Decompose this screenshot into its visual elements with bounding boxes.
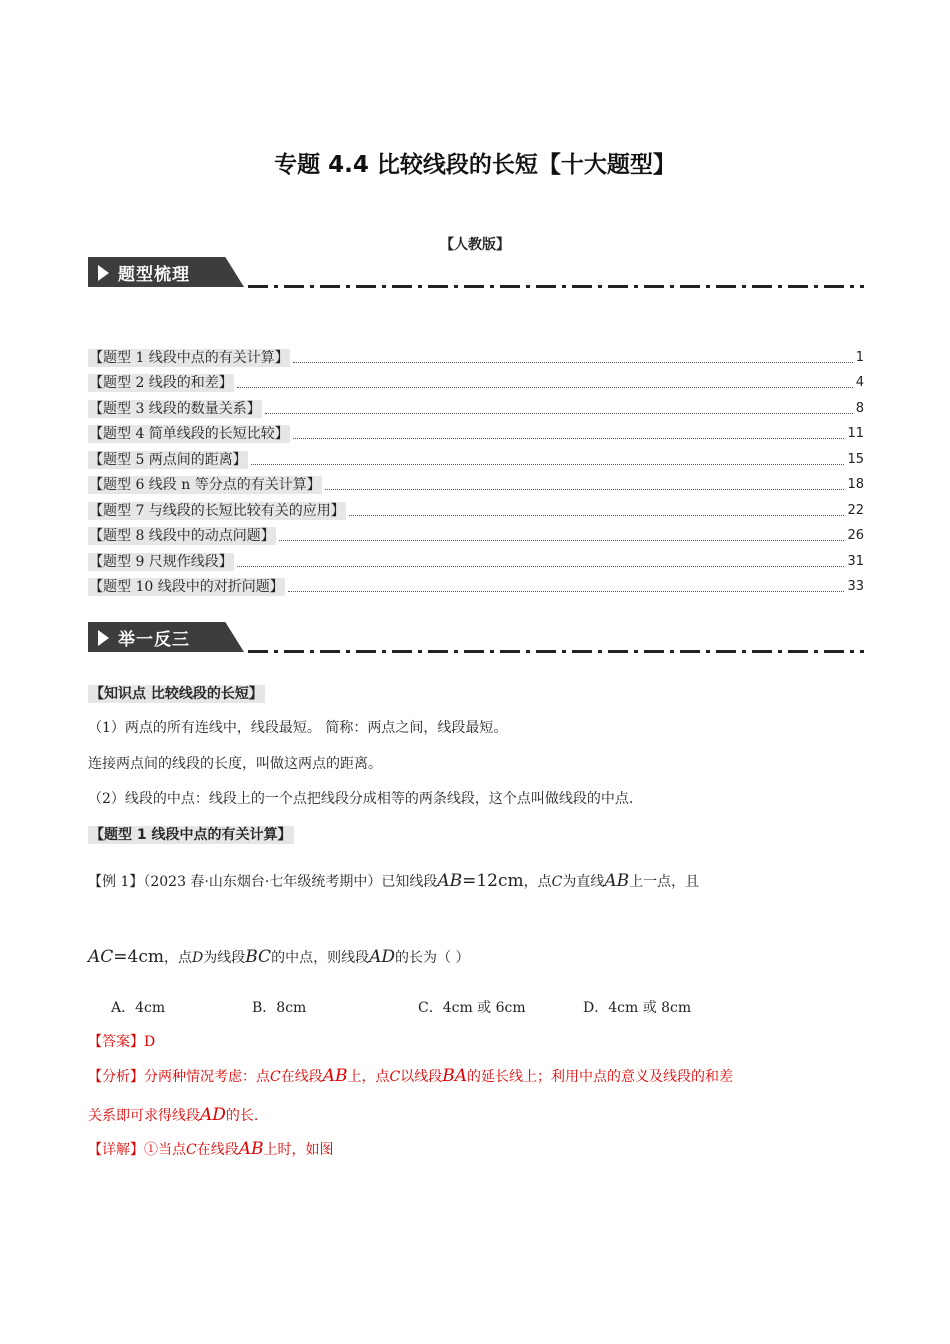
text: 上时，如图	[263, 1142, 334, 1158]
detail-line	[88, 1139, 334, 1160]
toc-label[interactable]: 【题型 3 线段的数量关系】	[89, 400, 261, 417]
toc-page-number: 33	[847, 579, 864, 594]
text: ①当点	[144, 1142, 186, 1158]
answer-line	[88, 1032, 155, 1052]
math-ad: AD	[369, 947, 395, 967]
toc-label[interactable]: 【题型 4 简单线段的长短比较】	[89, 426, 289, 442]
toc-row[interactable]	[88, 341, 864, 367]
type1-heading	[88, 824, 294, 844]
text: 分两种情况考虑：点	[144, 1069, 270, 1085]
text: ，点	[164, 950, 193, 966]
toc-page-number: 4	[855, 375, 864, 390]
toc-page-number: 15	[847, 451, 864, 467]
dash-line	[248, 285, 864, 288]
answer-value: D	[144, 1034, 156, 1050]
option-d: D．4cm 或 8cm	[583, 1000, 692, 1016]
math-ab: AB	[437, 871, 463, 891]
analysis-line-2	[88, 1105, 258, 1126]
toc-row[interactable]	[88, 520, 864, 546]
toc-label[interactable]: 【题型 10 线段中的对折问题】	[89, 579, 284, 595]
toc-row[interactable]	[88, 367, 864, 393]
text: 关系即可求得线段	[88, 1108, 200, 1124]
toc-row[interactable]	[88, 443, 864, 469]
toc-page-number: 31	[847, 553, 864, 569]
option-a: A．4cm	[111, 1000, 166, 1016]
knowledge-heading	[88, 683, 265, 703]
page-title: 专题 4.4 比较线段的长短【十大题型】	[274, 152, 676, 178]
toc-page-number: 18	[847, 477, 864, 492]
toc-page-number: 22	[847, 502, 864, 518]
detail-tag: 【详解】	[88, 1142, 144, 1158]
math-c: C	[551, 874, 563, 890]
example-line-2	[88, 947, 469, 968]
toc-row[interactable]	[88, 571, 864, 597]
toc-leader-dots	[325, 489, 845, 490]
knowledge-line-2: 连接两点间的线段的长度，叫做这两点的距离。	[88, 756, 382, 772]
toc-leader-dots	[293, 362, 853, 363]
example-tag: 【例 1】（2023 春·山东烟台·七年级统考期中）已知线段	[88, 874, 438, 890]
toc-label[interactable]: 【题型 8 线段中的动点问题】	[89, 528, 275, 544]
math-c: C	[270, 1069, 281, 1085]
math-ab: AB	[322, 1066, 348, 1086]
toc-leader-dots	[288, 591, 845, 592]
math-unit: cm	[138, 947, 165, 967]
toc-row[interactable]	[88, 418, 864, 444]
text: 的长为（ ）	[395, 950, 470, 966]
math-ad: AD	[200, 1105, 226, 1125]
text: 上一点，且	[629, 874, 700, 890]
text: 在线段	[196, 1142, 239, 1158]
analysis-line-1	[88, 1066, 733, 1087]
text: 在线段	[280, 1069, 323, 1085]
toc-leader-dots	[293, 438, 845, 439]
toc-page-number: 11	[847, 426, 864, 441]
toc-label[interactable]: 【题型 9 尺规作线段】	[89, 553, 233, 570]
toc-leader-dots	[251, 464, 845, 465]
toc-row[interactable]	[88, 392, 864, 418]
toc-label[interactable]: 【题型 7 与线段的长短比较有关的应用】	[89, 502, 345, 519]
toc-label[interactable]: 【题型 6 线段 n 等分点的有关计算】	[89, 477, 321, 493]
toc-row[interactable]	[88, 469, 864, 495]
option-c: C．4cm 或 6cm	[418, 1000, 526, 1016]
answer-tag: 【答案】	[88, 1034, 144, 1050]
toc-label[interactable]: 【题型 1 线段中点的有关计算】	[89, 349, 289, 366]
math-c: C	[389, 1069, 401, 1085]
table-of-contents	[88, 341, 864, 596]
analysis-tag: 【分析】	[88, 1069, 144, 1085]
play-triangle-icon	[98, 265, 109, 281]
math-bc: BC	[245, 947, 272, 967]
banner-label: 举一反三	[118, 630, 190, 650]
toc-label[interactable]: 【题型 5 两点间的距离】	[89, 451, 247, 468]
banner-label: 题型梳理	[118, 265, 190, 285]
play-triangle-icon	[98, 630, 109, 646]
toc-leader-dots	[237, 566, 845, 567]
math-unit: cm	[498, 871, 524, 891]
knowledge-heading-text: 【知识点 比较线段的长短】	[90, 686, 263, 702]
text: 上，点	[347, 1069, 390, 1085]
toc-label[interactable]: 【题型 2 线段的和差】	[89, 375, 233, 391]
toc-leader-dots	[349, 515, 845, 516]
math-c: C	[186, 1142, 197, 1158]
math-ba: BA	[442, 1066, 467, 1086]
text: 的延长线上；利用中点的意义及线段的和差	[467, 1069, 733, 1085]
math-ab: AB	[604, 871, 630, 891]
edition-label: 【人教版】	[440, 237, 510, 253]
knowledge-line-3: （2）线段的中点：线段上的一个点把线段分成相等的两条线段，这个点叫做线段的中点.	[88, 791, 634, 807]
type1-heading-text: 【题型 1 线段中点的有关计算】	[90, 827, 292, 843]
text: 的中点，则线段	[271, 950, 370, 966]
text: 为直线	[562, 874, 605, 890]
text: 为线段	[203, 950, 246, 966]
toc-row[interactable]	[88, 545, 864, 571]
toc-leader-dots	[265, 413, 853, 414]
math-d: D	[192, 950, 204, 966]
section-banner-practice	[88, 622, 864, 656]
text: ，点	[523, 874, 552, 890]
toc-page-number: 1	[855, 349, 864, 365]
knowledge-line-1: （1）两点的所有连线中，线段最短。 简称：两点之间，线段最短。	[88, 720, 508, 736]
option-b: B．8cm	[252, 1000, 307, 1016]
text: 以线段	[400, 1069, 443, 1085]
math-eq: =4	[113, 947, 139, 967]
toc-row[interactable]	[88, 494, 864, 520]
section-banner-overview	[88, 257, 864, 291]
toc-leader-dots	[237, 387, 853, 388]
toc-leader-dots	[279, 540, 845, 541]
math-eq: =12	[462, 871, 499, 891]
toc-page-number: 8	[855, 400, 864, 416]
math-ab: AB	[238, 1139, 264, 1159]
dash-line	[248, 650, 864, 653]
math-ac: AC	[88, 947, 114, 967]
text: 的长.	[225, 1108, 259, 1124]
example-line-1	[88, 871, 699, 892]
toc-page-number: 26	[847, 528, 864, 543]
